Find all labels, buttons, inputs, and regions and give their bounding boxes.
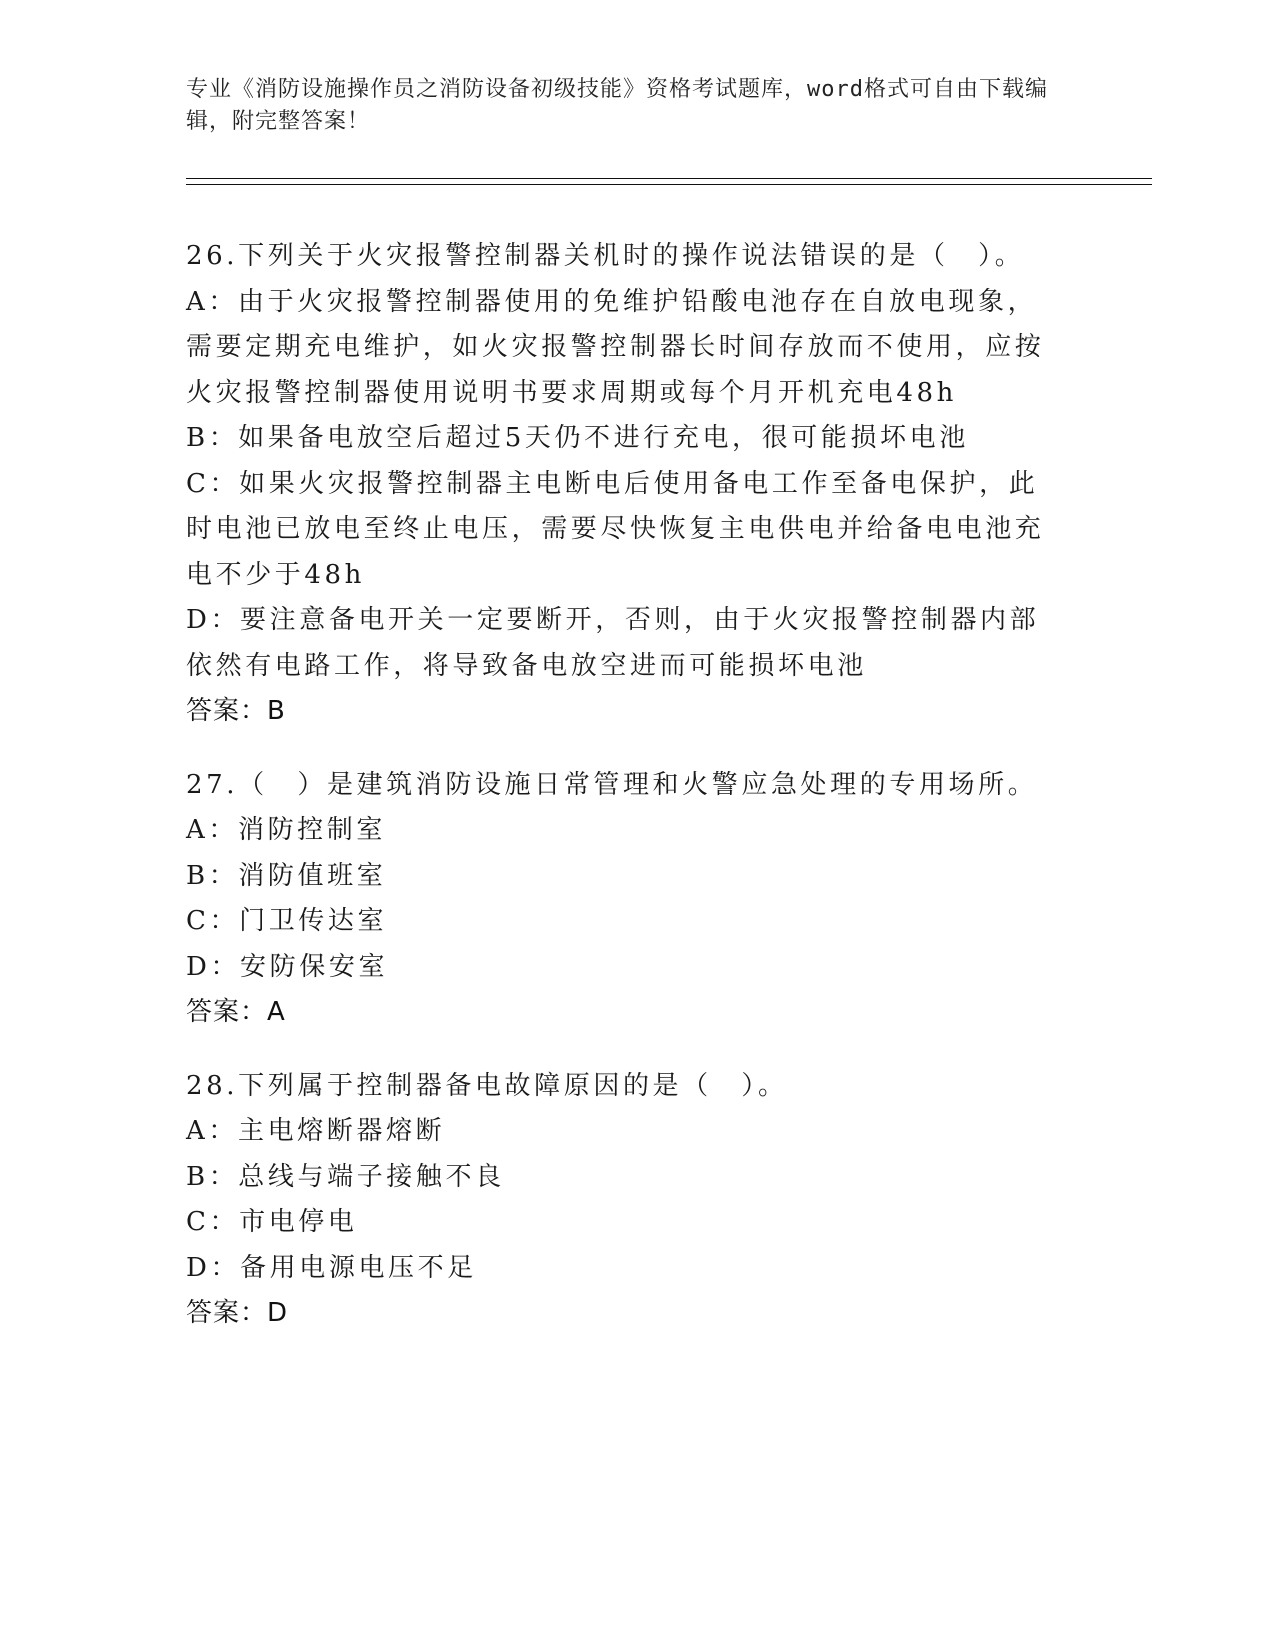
option-c: C：门卫传达室 [186, 906, 388, 936]
option-c: C：如果火灾报警控制器主电断电后使用备电工作至备电保护，此时电池已放电至终止电压，需要尽快恢复主电供电并给备电电池充电不少于48h [186, 468, 1045, 590]
answer-label: 答案：B [186, 696, 286, 726]
answer-label: 答案：D [186, 1298, 289, 1328]
option-d: D：要注意备电开关一定要断开，否则，由于火灾报警控制器内部依然有电路工作，将导致备电放空进而可能损坏电池 [186, 605, 1040, 681]
option-d: D：安防保安室 [186, 951, 389, 982]
header-divider-top [186, 178, 1152, 179]
header-divider-bottom [186, 184, 1152, 185]
option-d: D：备用电源电压不足 [186, 1252, 477, 1283]
question-27 [186, 763, 1066, 1036]
option-c: C：市电停电 [186, 1207, 358, 1237]
question-stem: 26.下列关于火灾报警控制器关机时的操作说法错误的是（ ）。 [186, 241, 1025, 271]
question-list [186, 234, 1066, 1365]
question-26 [186, 234, 1066, 735]
option-b: B：如果备电放空后超过5天仍不进行充电，很可能损坏电池 [186, 423, 969, 453]
option-a: A：主电熔断器熔断 [186, 1116, 446, 1146]
answer-label: 答案：A [186, 997, 286, 1027]
option-a: A：消防控制室 [186, 815, 386, 845]
option-b: B：消防值班室 [186, 860, 387, 891]
document-header: 专业《消防设施操作员之消防设备初级技能》资格考试题库，word格式可自由下载编辑，附完整答案！ [186, 77, 1048, 134]
option-a: A：由于火灾报警控制器使用的免维护铅酸电池存在自放电现象，需要定期充电维护，如火灾报警控制器长时间存放而不使用，应按火灾报警控制器使用说明书要求周期或每个月开机充电48h [186, 286, 1045, 408]
question-stem: 27.（ ）是建筑消防设施日常管理和火警应急处理的专用场所。 [186, 769, 1038, 800]
question-stem: 28.下列属于控制器备电故障原因的是（ ）。 [186, 1070, 788, 1101]
option-b: B：总线与端子接触不良 [186, 1161, 505, 1192]
question-28 [186, 1064, 1066, 1337]
